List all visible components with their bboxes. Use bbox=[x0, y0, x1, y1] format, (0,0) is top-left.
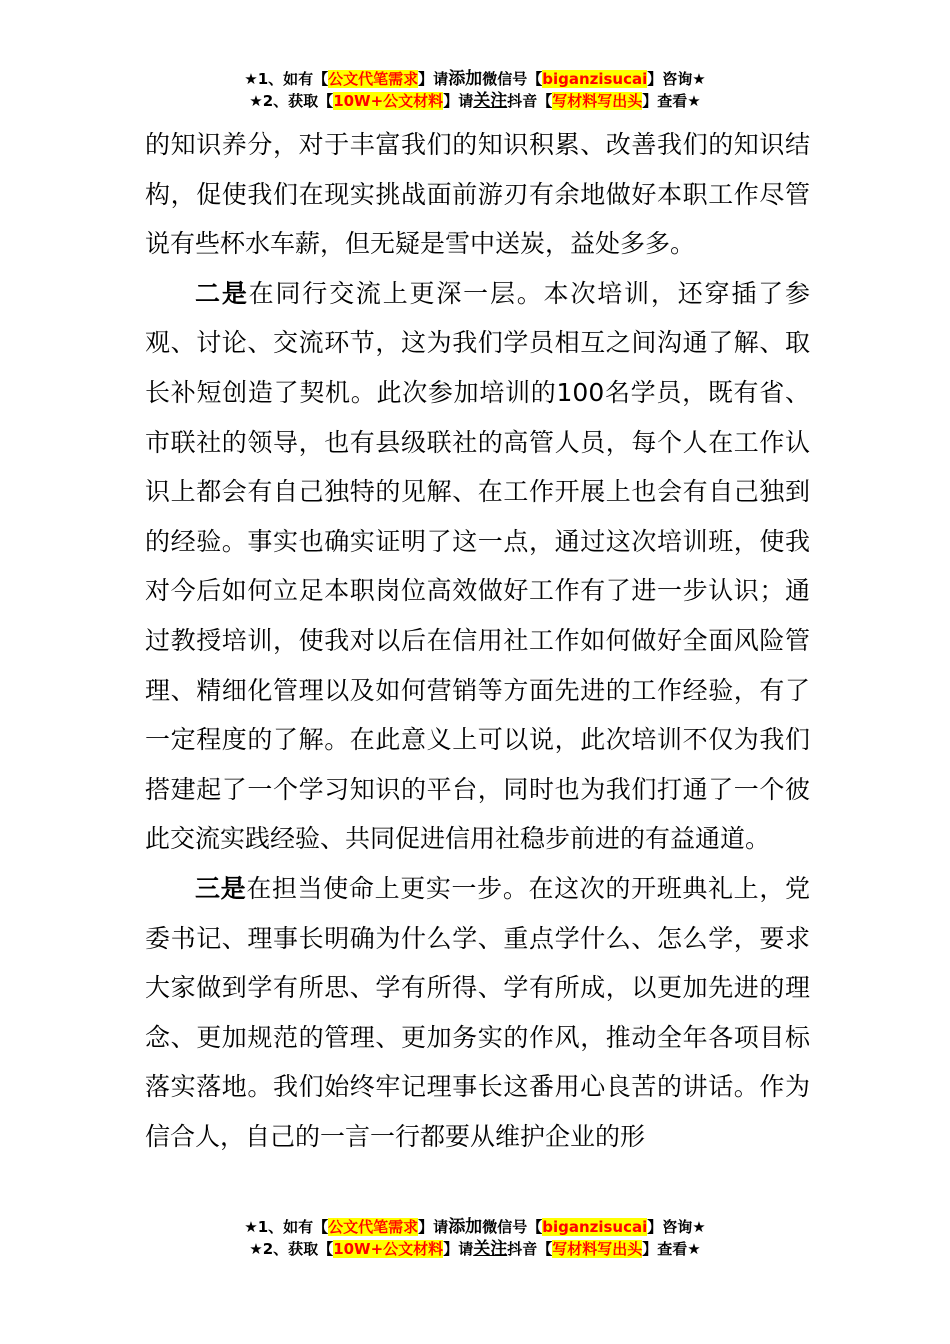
banner-highlight-wechat: biganzisucai bbox=[542, 1218, 648, 1236]
header-banner bbox=[0, 68, 950, 112]
banner-emphasis: 添加 bbox=[448, 69, 483, 89]
banner-text: 】请 bbox=[443, 92, 474, 110]
paragraph-3-text: 在担当使命上更实一步。在这次的开班典礼上，党委书记、理事长明确为什么学、重点学什么、怎么学，要求大家做到学有所思、学有所得、学有所成，以更加先进的理念、更加规范的管理、更加务实的作风，推动全年各项目标落实落地。我们始终牢记理事长这番用心良苦的讲话。作为信合人，自己的一言一行都要从维护企业的形 bbox=[145, 873, 810, 1151]
banner-line-2 bbox=[0, 90, 950, 112]
paragraph-3-lead: 三是 bbox=[195, 873, 247, 903]
banner-highlight: 公文代笔需求 bbox=[328, 1218, 419, 1236]
banner-text: 】查看★ bbox=[642, 1240, 701, 1258]
banner-line-1 bbox=[0, 1216, 950, 1238]
banner-text: 微信号【 bbox=[482, 70, 543, 88]
banner-text: 微信号【 bbox=[482, 1218, 543, 1236]
paragraph-2-text: 在同行交流上更深一层。本次培训，还穿插了参观、讨论、交流环节，这为我们学员相互之间沟通了解、取长补短创造了契机。此次参加培训的100名学员，既有省、市联社的领导，也有县级联社的高管人员，每个人在工作认识上都会有自己独特的见解、在工作开展上也会有自己独到的经验。事实也确实证明了这一点，通过这次培训班，使我对今后如何立足本职岗位高效做好工作有了进一步认识；通过教授培训，使我对以后在信用社工作如何做好全面风险管理、精细化管理以及如何营销等方面先进的工作经验，有了一定程度的了解。在此意义上可以说，此次培训不仅为我们搭建起了一个学习知识的平台，同时也为我们打通了一个彼此交流实践经验、共同促进信用社稳步前进的有益通道。 bbox=[145, 278, 810, 854]
banner-highlight-douyin: 写材料写出头 bbox=[552, 1240, 643, 1258]
banner-line-2 bbox=[0, 1238, 950, 1260]
banner-emphasis: 关注 bbox=[473, 91, 508, 111]
banner-highlight-douyin: 写材料写出头 bbox=[552, 92, 643, 110]
banner-text: 】咨询★ bbox=[647, 1218, 706, 1236]
paragraph-1: 的知识养分，对于丰富我们的知识积累、改善我们的知识结构，促使我们在现实挑战面前游刃有余地做好本职工作尽管说有些杯水车薪，但无疑是雪中送炭，益处多多。 bbox=[145, 130, 810, 259]
document-body bbox=[145, 120, 810, 1161]
banner-text: 】咨询★ bbox=[647, 70, 706, 88]
footer-banner bbox=[0, 1216, 950, 1260]
paragraph-2-lead: 二是 bbox=[195, 278, 249, 308]
paragraph-3 bbox=[145, 864, 810, 1162]
banner-text: ★1、如有【 bbox=[244, 70, 329, 88]
banner-text: ★2、获取【 bbox=[249, 92, 334, 110]
banner-text: 】请 bbox=[418, 1218, 449, 1236]
banner-text: 抖音【 bbox=[507, 92, 553, 110]
banner-line-1 bbox=[0, 68, 950, 90]
banner-text: 】查看★ bbox=[642, 92, 701, 110]
banner-emphasis: 关注 bbox=[473, 1239, 508, 1259]
banner-text: 抖音【 bbox=[507, 1240, 553, 1258]
paragraph-2 bbox=[145, 269, 810, 864]
banner-highlight: 公文代笔需求 bbox=[328, 70, 419, 88]
banner-text: 】请 bbox=[443, 1240, 474, 1258]
banner-text: ★1、如有【 bbox=[244, 1218, 329, 1236]
banner-emphasis: 添加 bbox=[448, 1217, 483, 1237]
banner-highlight: 10W+公文材料 bbox=[333, 1240, 444, 1258]
banner-text: 】请 bbox=[418, 70, 449, 88]
banner-text: ★2、获取【 bbox=[249, 1240, 334, 1258]
banner-highlight: 10W+公文材料 bbox=[333, 92, 444, 110]
banner-highlight-wechat: biganzisucai bbox=[542, 70, 648, 88]
